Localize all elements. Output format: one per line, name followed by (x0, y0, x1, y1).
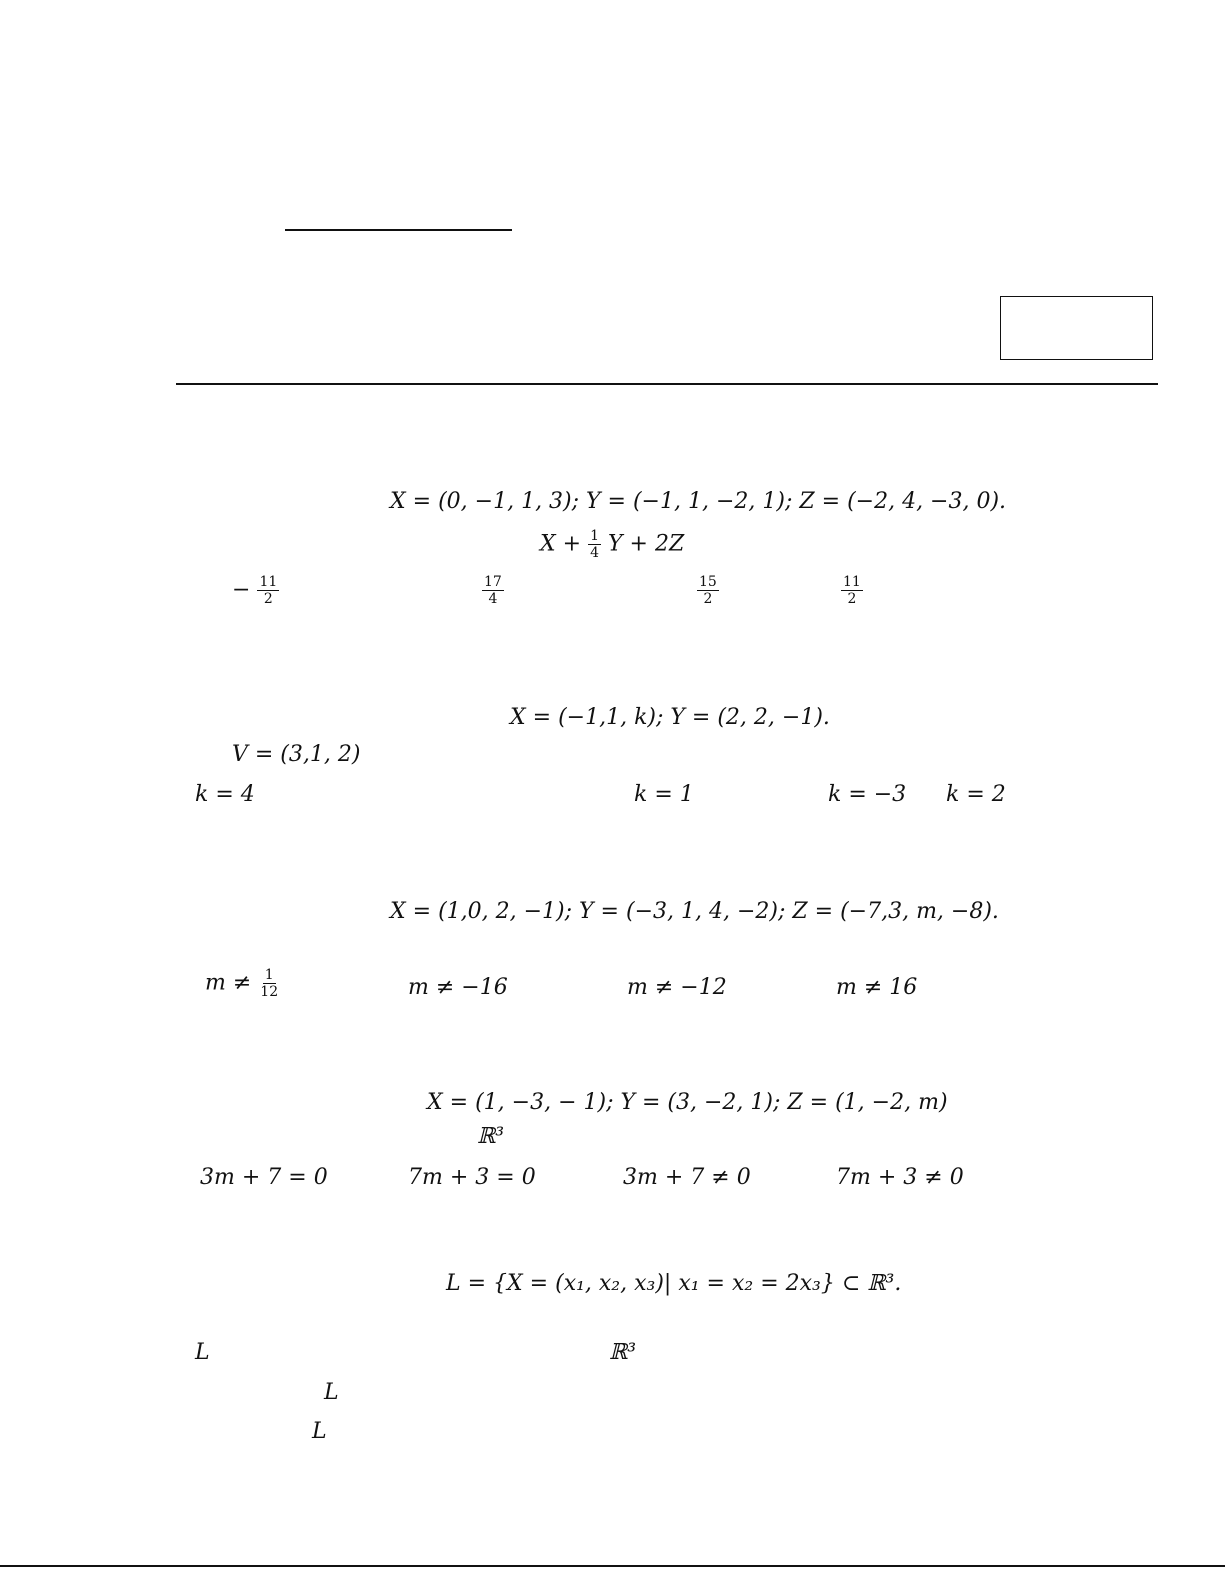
q1-option-a-den: 2 (263, 591, 273, 607)
q1-option-a-sign: − (232, 577, 251, 603)
q2-option-d[interactable]: k = 2 (946, 782, 1006, 807)
q1-expr-fraction (588, 528, 601, 561)
q3-vectors: X = (1,0, 2, −1); Y = (−3, 1, 4, −2); Z = (−7,3, m, −8). (390, 899, 999, 924)
header-divider (176, 383, 1158, 385)
q4-vectors: X = (1, −3, − 1); Y = (3, −2, 1); Z = (1, −2, m) (427, 1090, 948, 1115)
q2-option-b[interactable]: k = 1 (634, 782, 694, 807)
q4-option-d[interactable]: 7m + 3 ≠ 0 (836, 1165, 964, 1190)
q1-option-c-fraction (697, 574, 719, 607)
q5-fragment-2: ℝ³ (609, 1340, 637, 1365)
q1-option-b-fraction (482, 574, 504, 607)
q1-option-c-den: 2 (703, 591, 713, 607)
name-underline (285, 229, 512, 231)
q3-option-a[interactable] (205, 967, 280, 1000)
q1-option-b[interactable] (482, 574, 504, 607)
q4-space-symbol: ℝ³ (477, 1124, 505, 1149)
q1-option-b-den: 4 (488, 591, 498, 607)
q5-fragment-3: L (324, 1380, 339, 1405)
q1-option-a[interactable] (232, 574, 279, 607)
q2-given-vector: V = (3,1, 2) (232, 742, 361, 767)
q4-option-c[interactable]: 3m + 7 ≠ 0 (623, 1165, 751, 1190)
q3-option-d[interactable]: m ≠ 16 (836, 975, 918, 1000)
q4-option-a[interactable]: 3m + 7 = 0 (200, 1165, 328, 1190)
q1-option-d-fraction (841, 574, 863, 607)
q3-option-b[interactable]: m ≠ −16 (408, 975, 508, 1000)
q2-vectors: X = (−1,1, k); Y = (2, 2, −1). (510, 705, 830, 730)
q3-option-c[interactable]: m ≠ −12 (627, 975, 727, 1000)
q5-fragment-1: L (195, 1340, 210, 1365)
q1-expression (540, 528, 684, 561)
q2-option-c[interactable]: k = −3 (828, 782, 907, 807)
score-box[interactable] (1000, 296, 1153, 360)
q3-option-a-den: 12 (260, 984, 279, 1000)
q3-option-a-fraction (258, 967, 280, 1000)
q1-option-c-num: 15 (699, 574, 717, 590)
q1-expr-tail: Y + 2Z (608, 531, 685, 557)
q3-option-a-num: 1 (264, 967, 274, 983)
q1-option-b-num: 17 (484, 574, 502, 590)
q5-fragment-4: L (312, 1419, 327, 1444)
q1-option-c[interactable] (697, 574, 719, 607)
q1-option-d-den: 2 (847, 591, 857, 607)
q1-expr-den: 4 (590, 545, 600, 561)
q3-option-a-lead: m ≠ (205, 970, 252, 996)
q4-option-b[interactable]: 7m + 3 = 0 (408, 1165, 536, 1190)
page-bottom-rule (0, 1565, 1225, 1567)
q5-subspace-definition: L = {X = (x₁, x₂, x₃)| x₁ = x₂ = 2x₃} ⊂ ℝ³. (446, 1271, 902, 1296)
q1-option-d[interactable] (841, 574, 863, 607)
q1-option-d-num: 11 (843, 574, 861, 590)
q2-option-a[interactable]: k = 4 (195, 782, 255, 807)
q1-vectors: X = (0, −1, 1, 3); Y = (−1, 1, −2, 1); Z = (−2, 4, −3, 0). (390, 489, 1007, 514)
q1-option-a-num: 11 (259, 574, 278, 590)
q1-option-a-fraction (257, 574, 279, 607)
q1-expr-num: 1 (590, 528, 600, 544)
q1-expr-lead: X + (540, 531, 582, 557)
